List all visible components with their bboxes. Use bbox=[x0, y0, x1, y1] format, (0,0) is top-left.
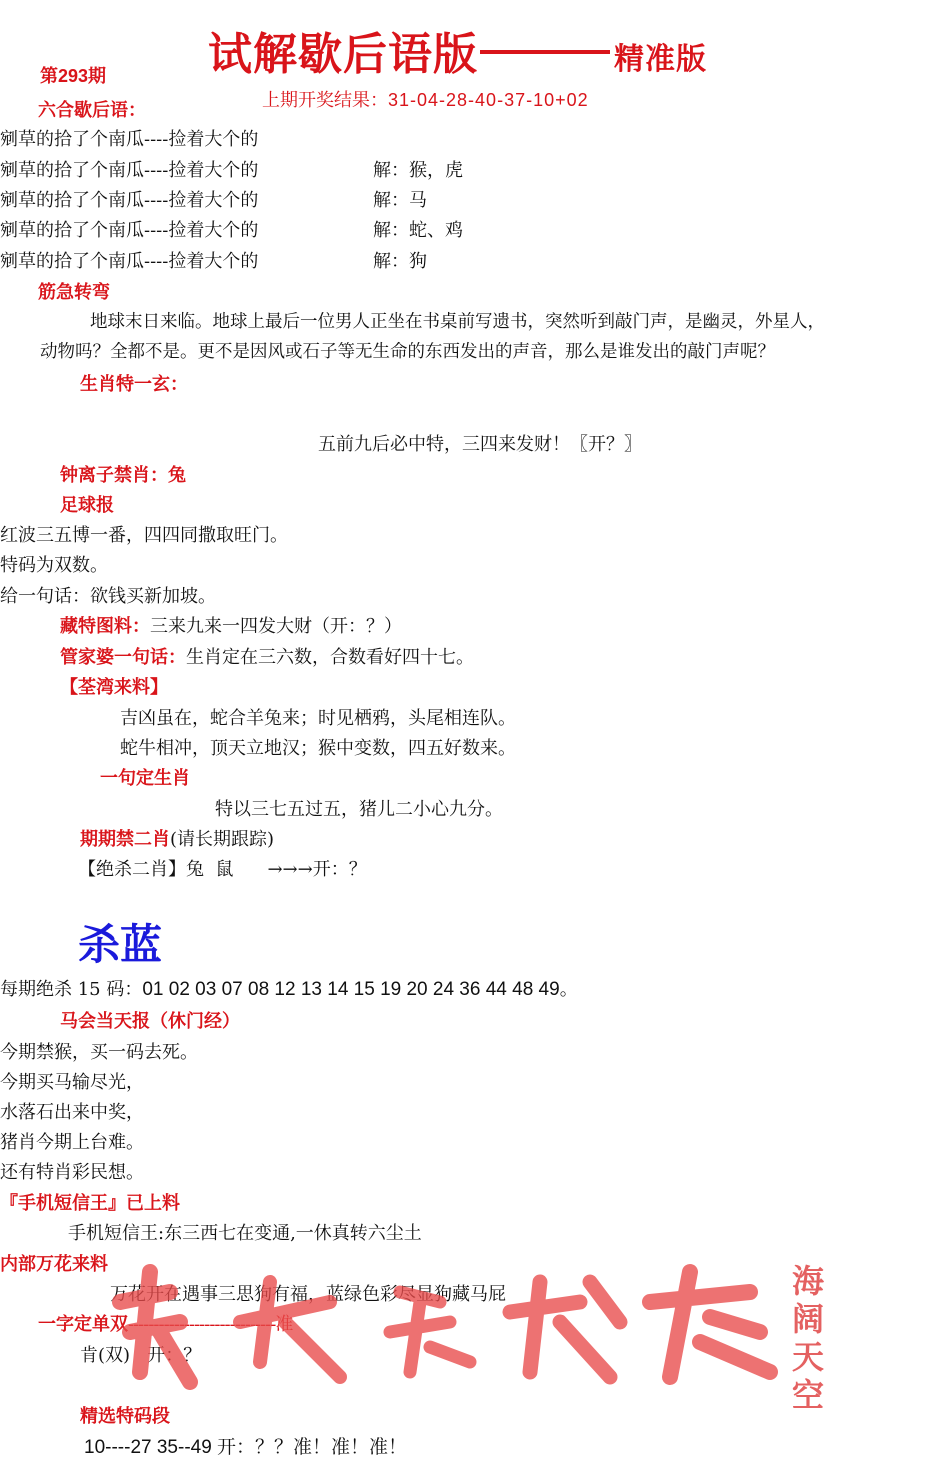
football-heading: 足球报 bbox=[60, 495, 114, 516]
seal-char: 空 bbox=[791, 1376, 824, 1414]
sms-king-text: 手机短信王:东三西七在变通,一休真转六尘土 bbox=[68, 1223, 422, 1244]
xiehouyu-line bbox=[0, 186, 600, 212]
horse-daily-line: 水落石出来中奖， bbox=[0, 1102, 144, 1123]
housekeeper-label: 管家婆一句话： bbox=[60, 647, 186, 668]
quanwan-heading: 【荃湾来料】 bbox=[60, 677, 168, 698]
kill-blue-end: 。 bbox=[559, 979, 578, 1000]
single-double-heading: 一字定单双 bbox=[38, 1314, 128, 1335]
xiehouyu-text: 剜草的拾了个南瓜----捡着大个的 bbox=[0, 129, 259, 150]
xiehouyu-text: 剜草的拾了个南瓜----捡着大个的 bbox=[0, 190, 259, 211]
xiehouyu-answer: 解：狗 bbox=[373, 251, 427, 272]
issue-number: 第293期 bbox=[40, 66, 107, 86]
kill-blue-row bbox=[0, 975, 578, 1001]
football-line: 特码为双数。 bbox=[0, 555, 108, 576]
zhongli-label: 钟离子禁肖： bbox=[60, 465, 168, 486]
brain-teaser-heading: 筋急转弯 bbox=[38, 282, 110, 303]
single-double-value: 肯(双) 开：？ bbox=[80, 1345, 202, 1366]
seal-char: 阔 bbox=[791, 1300, 824, 1338]
wanhua-heading: 内部万花来料 bbox=[0, 1254, 108, 1275]
last-result-label: 上期开奖结果： bbox=[262, 90, 388, 111]
wanhua-text: 万花开在遇事三思狗有福，蓝绿色彩尽显狗藏马屁 bbox=[110, 1284, 506, 1305]
single-double-dashes: ----------------------------- bbox=[128, 1314, 276, 1335]
hidden-pic-value: 三来九来一四发大财（开：？） bbox=[150, 616, 402, 637]
hidden-pic-label: 藏特图料： bbox=[60, 616, 150, 637]
sms-king-heading: 『手机短信王』已上料 bbox=[0, 1193, 180, 1214]
watermark-calligraphy bbox=[110, 1262, 780, 1392]
ban-two-row bbox=[78, 855, 367, 881]
football-line: 给一句话：欲钱买新加坡。 bbox=[0, 586, 216, 607]
title-divider bbox=[480, 50, 610, 54]
ban-two-arrows: →→→开：？ bbox=[267, 859, 367, 880]
last-result bbox=[262, 86, 589, 112]
kill-blue-numbers: 01 02 03 07 08 12 13 14 15 19 20 24 36 44 48 49 bbox=[142, 979, 560, 1000]
horse-daily-line: 还有特肖彩民想。 bbox=[0, 1162, 144, 1183]
last-result-value: 31-04-28-40-37-10+02 bbox=[388, 90, 589, 110]
xiehouyu-line bbox=[0, 216, 600, 242]
quanwan-line: 蛇牛相冲，顶天立地汉；猴中变数，四五好数来。 bbox=[120, 738, 516, 759]
special-range-heading: 精选特码段 bbox=[80, 1406, 170, 1427]
horse-daily-line: 今期禁猴，买一码去死。 bbox=[0, 1042, 198, 1063]
title-main: 试解歇后语版 bbox=[208, 29, 478, 80]
hidden-pic bbox=[60, 612, 402, 638]
ban-two-label: 【绝杀二肖】 bbox=[78, 859, 186, 880]
xiehouyu-answer: 解：猴，虎 bbox=[373, 160, 463, 181]
xiehouyu-line bbox=[0, 247, 600, 273]
ban-two-heading-row bbox=[80, 825, 274, 851]
xiehouyu-line bbox=[0, 125, 600, 151]
single-double-tail: 准 bbox=[275, 1314, 294, 1335]
kill-blue-heading: 杀蓝 bbox=[78, 921, 163, 968]
seal-char: 天 bbox=[791, 1338, 824, 1376]
page-title bbox=[208, 18, 707, 82]
watermark-seal bbox=[788, 1262, 828, 1414]
one-sentence-heading: 一句定生肖 bbox=[100, 768, 190, 789]
xiehouyu-text: 剜草的拾了个南瓜----捡着大个的 bbox=[0, 160, 259, 181]
housekeeper bbox=[60, 643, 474, 669]
seal-char: 海 bbox=[791, 1262, 824, 1300]
xiehouyu-line bbox=[0, 156, 600, 182]
horse-daily-heading: 马会当天报（休门经） bbox=[60, 1011, 240, 1032]
quanwan-line: 吉凶虽在，蛇合羊兔来；时见栖鸦，头尾相连队。 bbox=[120, 708, 516, 729]
ban-two-note: (请长期跟踪) bbox=[170, 829, 275, 850]
xiehouyu-answer: 解：马 bbox=[373, 190, 427, 211]
zodiac-special-text: 五前九后必中特，三四来发财！〖开？〗 bbox=[318, 434, 642, 455]
title-subtitle: 精准版 bbox=[614, 42, 707, 77]
xiehouyu-answer: 解：蛇、鸡 bbox=[373, 220, 463, 241]
kill-blue-label: 每期绝杀 15 码： bbox=[0, 979, 143, 1000]
football-line: 红波三五博一番，四四同撒取旺门。 bbox=[0, 525, 288, 546]
zodiac-special-heading: 生肖特一玄： bbox=[80, 374, 188, 395]
horse-daily-line: 今期买马输尽光， bbox=[0, 1072, 144, 1093]
xiehouyu-heading: 六合歇后语： bbox=[38, 100, 146, 121]
housekeeper-value: 生肖定在三六数，合数看好四十七。 bbox=[186, 647, 474, 668]
special-range-value: 10----27 35--49 开：？？准！准！准！ bbox=[84, 1437, 408, 1458]
xiehouyu-text: 剜草的拾了个南瓜----捡着大个的 bbox=[0, 251, 259, 272]
one-sentence-text: 特以三七五过五，猪儿二小心九分。 bbox=[215, 799, 503, 820]
ban-two-value: 兔 鼠 bbox=[186, 859, 234, 880]
ban-two-heading: 期期禁二肖 bbox=[80, 829, 170, 850]
horse-daily-line: 猪肖今期上台难。 bbox=[0, 1132, 144, 1153]
brain-teaser-line: 动物吗？全都不是。更不是因风或石子等无生命的东西发出的声音，那么是谁发出的敲门声呢？ bbox=[40, 342, 775, 362]
brain-teaser-line: 地球末日来临。地球上最后一位男人正坐在书桌前写遗书，突然听到敲门声，是幽灵，外星人， bbox=[90, 312, 825, 332]
zhongli-ban bbox=[60, 461, 186, 487]
zhongli-value: 兔 bbox=[168, 465, 186, 486]
xiehouyu-text: 剜草的拾了个南瓜----捡着大个的 bbox=[0, 220, 259, 241]
